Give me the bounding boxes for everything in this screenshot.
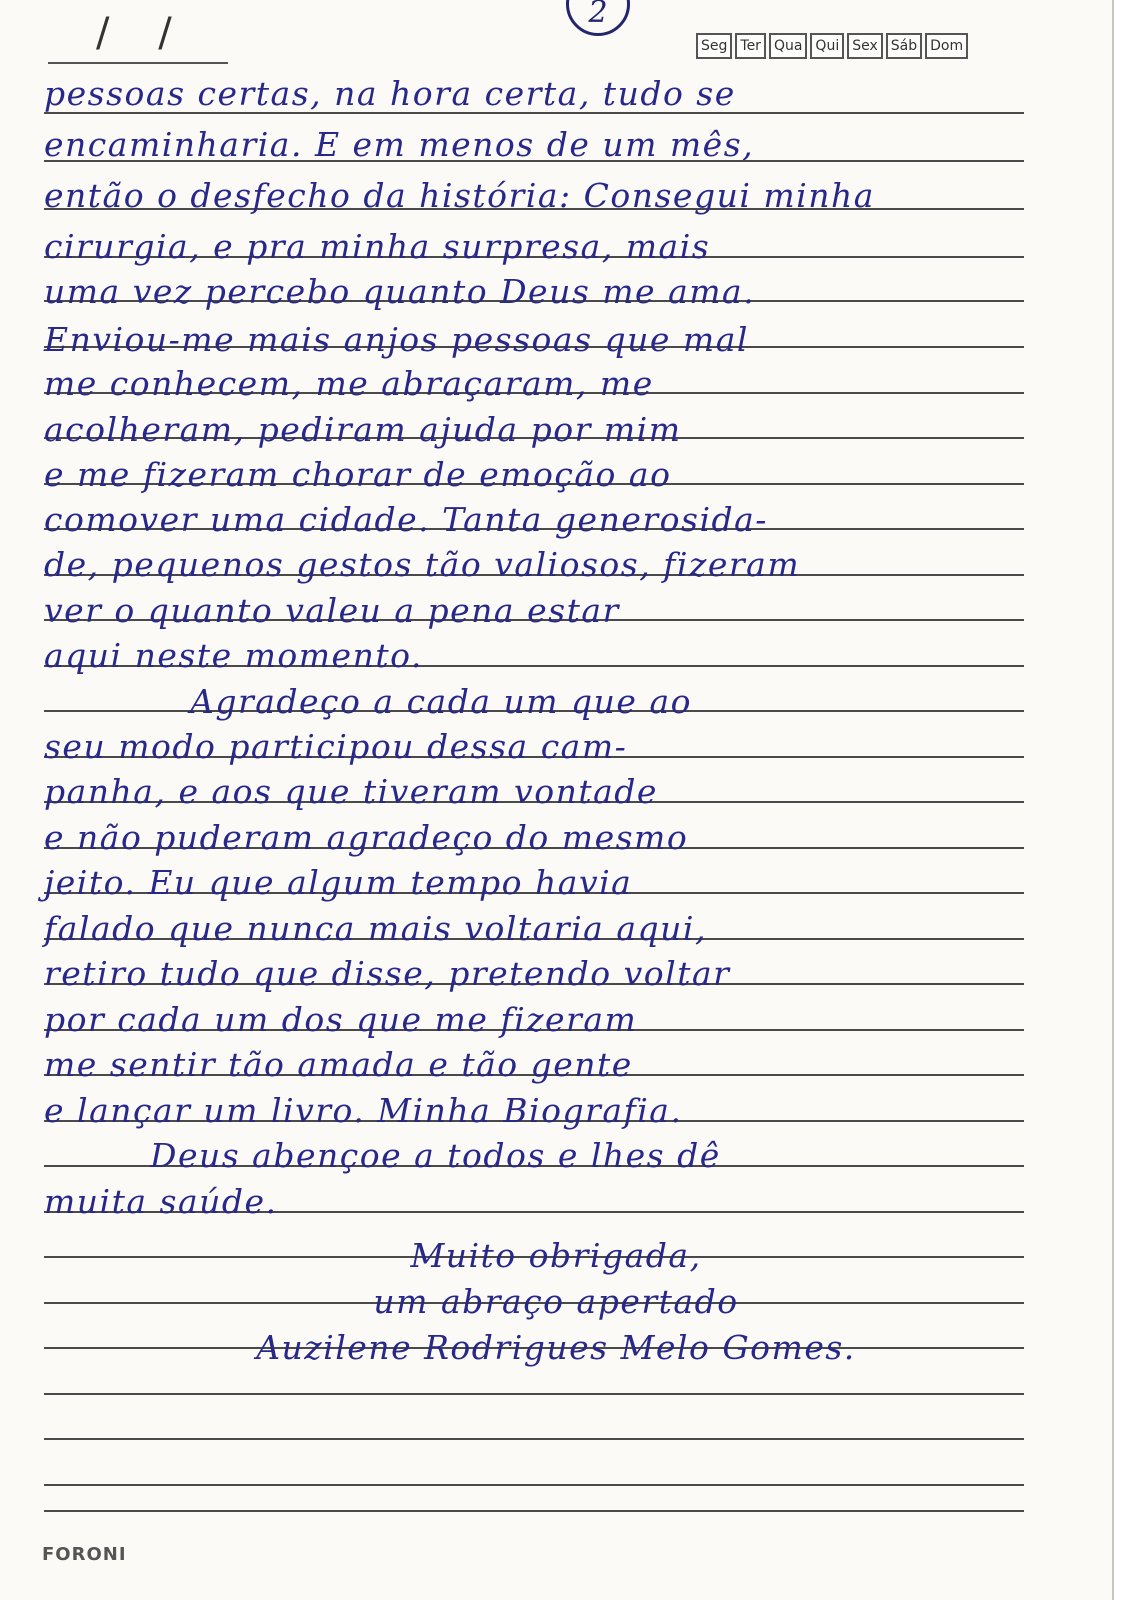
ruled-line <box>44 1438 1024 1440</box>
signature: Auzilene Rodrigues Melo Gomes. <box>256 1328 856 1367</box>
ruled-line <box>44 1484 1024 1486</box>
weekday-box: Sex <box>847 33 883 59</box>
text-line: acolheram, pediram ajuda por mim <box>44 410 682 449</box>
weekday-box: Qui <box>810 33 844 59</box>
weekday-box: Qua <box>769 33 807 59</box>
text-line: jeito. Eu que algum tempo havia <box>44 863 633 902</box>
text-line: pessoas certas, na hora certa, tudo se <box>44 74 736 113</box>
text-line: Agradeço a cada um que ao <box>190 682 692 721</box>
text-line: por cada um dos que me fizeram <box>44 1000 638 1039</box>
text-line: cirurgia, e pra minha surpresa, mais <box>44 227 711 266</box>
brand-logo: FORONI <box>42 1544 127 1565</box>
text-line: me conhecem, me abraçaram, me <box>44 364 654 403</box>
text-line: e não puderam agradeço do mesmo <box>44 818 689 857</box>
ruled-line <box>44 1510 1024 1512</box>
text-line: me sentir tão amada e tão gente <box>44 1045 633 1084</box>
text-line: aqui neste momento. <box>44 636 423 675</box>
weekday-box: Sáb <box>886 33 922 59</box>
text-line: muita saúde. <box>44 1182 278 1221</box>
text-line: e me fizeram chorar de emoção ao <box>44 455 672 494</box>
text-line: Deus abençoe a todos e lhes dê <box>150 1136 721 1175</box>
page-edge <box>1112 0 1144 1600</box>
page-number: 2 <box>566 0 630 36</box>
text-line: de, pequenos gestos tão valiosos, fizeram <box>44 545 801 584</box>
ruled-line <box>44 1393 1024 1395</box>
date-slashes: / / <box>96 10 190 56</box>
weekday-box: Seg <box>696 33 732 59</box>
text-line: Enviou-me mais anjos pessoas que mal <box>44 320 749 359</box>
text-line: retiro tudo que disse, pretendo voltar <box>44 954 731 993</box>
text-line: panha, e aos que tiveram vontade <box>44 772 658 811</box>
weekday-box: Dom <box>925 33 968 59</box>
closing-line: Muito obrigada, <box>410 1236 702 1275</box>
text-line: encaminharia. E em menos de um mês, <box>44 125 755 164</box>
weekday-boxes <box>696 33 968 59</box>
text-line: uma vez percebo quanto Deus me ama. <box>44 272 756 311</box>
text-line: seu modo participou dessa cam- <box>44 727 628 766</box>
weekday-box: Ter <box>735 33 766 59</box>
text-line: então o desfecho da história: Consegui minha <box>44 176 875 215</box>
text-line: falado que nunca mais voltaria aqui, <box>44 909 707 948</box>
closing-line: um abraço apertado <box>373 1282 739 1321</box>
text-line: e lançar um livro. Minha Biografia. <box>44 1091 683 1130</box>
text-line: ver o quanto valeu a pena estar <box>44 591 620 630</box>
text-line: comover uma cidade. Tanta generosida- <box>44 500 768 539</box>
